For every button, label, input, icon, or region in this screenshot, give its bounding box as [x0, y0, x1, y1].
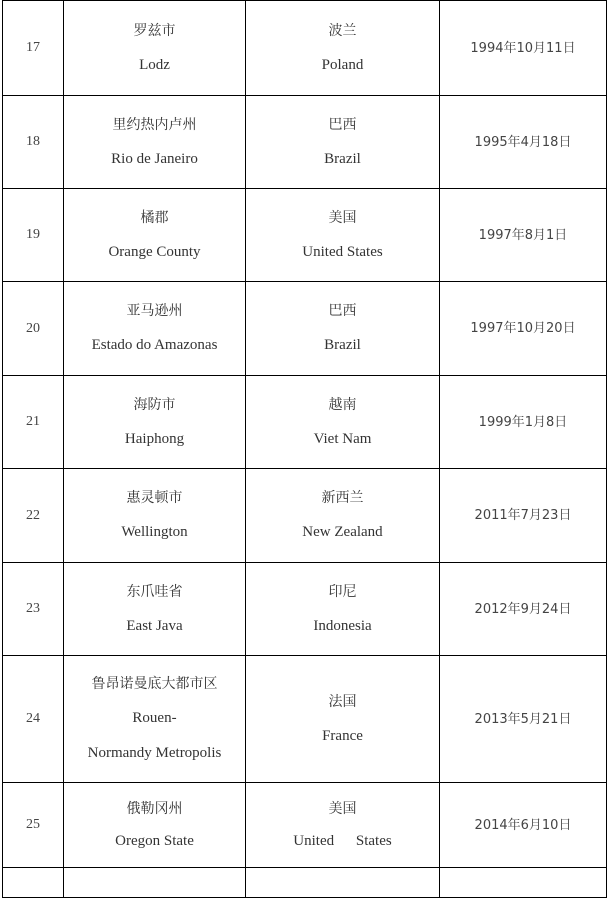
- city-name-chinese: 俄勒冈州: [126, 800, 183, 817]
- table-row: [3, 282, 607, 376]
- city-name-chinese: 鲁昂诺曼底大都市区: [91, 676, 218, 692]
- city-name-english: Lodz: [139, 56, 170, 73]
- city-name-english-line-2: Normandy Metropolis: [87, 745, 222, 761]
- empty-cell: [440, 868, 607, 898]
- row-number: 23: [3, 563, 64, 656]
- country-name-english: France: [322, 727, 363, 744]
- city-cell: [64, 783, 246, 868]
- city-name-english: Haiphong: [124, 430, 185, 447]
- country-name-english: Brazil: [324, 150, 361, 167]
- row-number: 19: [3, 189, 64, 282]
- empty-cell: [64, 868, 246, 898]
- row-number: 24: [3, 656, 64, 783]
- city-name-chinese: 惠灵顿市: [126, 490, 183, 506]
- country-name-chinese: 印尼: [328, 583, 357, 600]
- city-name-english: Orange County: [108, 243, 201, 260]
- city-name-chinese: 罗兹市: [133, 22, 176, 39]
- row-number: 25: [3, 783, 64, 868]
- country-cell: [246, 469, 440, 563]
- row-number: 21: [3, 376, 64, 469]
- table-row: [3, 189, 607, 282]
- city-cell: [64, 376, 246, 469]
- country-name-chinese: 巴西: [328, 116, 357, 133]
- city-name-english: Wellington: [121, 524, 188, 540]
- city-cell: [64, 656, 246, 783]
- country-cell: [246, 783, 440, 868]
- establishment-date: 1997年10月20日: [440, 282, 607, 376]
- row-number: 20: [3, 282, 64, 376]
- row-number: 22: [3, 469, 64, 563]
- country-name-chinese: 法国: [328, 693, 357, 710]
- city-cell: [64, 282, 246, 376]
- establishment-date: 1997年8月1日: [440, 189, 607, 282]
- establishment-date: 1994年10月11日: [440, 1, 607, 96]
- country-name-chinese: 越南: [328, 396, 357, 413]
- table-row: [3, 96, 607, 189]
- country-name-chinese: 巴西: [328, 303, 357, 319]
- table-row: [3, 563, 607, 656]
- country-name-chinese: 美国: [328, 800, 357, 817]
- city-name-english: East Java: [126, 617, 183, 634]
- city-cell: [64, 96, 246, 189]
- table-row: [3, 656, 607, 783]
- country-cell: [246, 282, 440, 376]
- establishment-date: 1999年1月8日: [440, 376, 607, 469]
- sister-cities-table: [2, 0, 607, 898]
- country-name-english: New Zealand: [302, 524, 383, 540]
- country-cell: [246, 656, 440, 783]
- country-name-chinese: 新西兰: [321, 490, 364, 506]
- city-cell: [64, 1, 246, 96]
- row-number: 18: [3, 96, 64, 189]
- empty-cell: [3, 868, 64, 898]
- country-cell: [246, 1, 440, 96]
- country-cell: [246, 189, 440, 282]
- city-name-chinese: 橘郡: [140, 209, 169, 226]
- city-name-english: Oregon State: [115, 832, 194, 849]
- empty-cell: [246, 868, 440, 898]
- city-name-chinese: 海防市: [133, 396, 176, 413]
- country-name-english: Viet Nam: [313, 430, 372, 447]
- city-name-chinese: 东爪哇省: [126, 583, 183, 600]
- country-name-english: United States: [293, 832, 392, 849]
- table-row: [3, 783, 607, 868]
- table-row: [3, 376, 607, 469]
- establishment-date: 2013年5月21日: [440, 656, 607, 783]
- country-name-english: Indonesia: [313, 617, 372, 634]
- country-name-chinese: 美国: [328, 209, 357, 226]
- establishment-date: 2012年9月24日: [440, 563, 607, 656]
- table-row-partial: [3, 868, 607, 898]
- city-name-english: Estado do Amazonas: [91, 337, 218, 353]
- city-cell: [64, 469, 246, 563]
- establishment-date: 1995年4月18日: [440, 96, 607, 189]
- city-name-english: Rio de Janeiro: [111, 150, 198, 167]
- country-name-english: Poland: [321, 56, 364, 73]
- city-cell: [64, 189, 246, 282]
- country-name-chinese: 波兰: [328, 22, 357, 39]
- country-cell: [246, 96, 440, 189]
- city-name-english-line-1: Rouen-: [132, 710, 177, 726]
- city-name-chinese: 亚马逊州: [126, 303, 183, 319]
- table-row: [3, 1, 607, 96]
- country-cell: [246, 563, 440, 656]
- country-name-english: Brazil: [324, 337, 361, 353]
- city-cell: [64, 563, 246, 656]
- establishment-date: 2011年7月23日: [440, 469, 607, 563]
- country-cell: [246, 376, 440, 469]
- city-name-chinese: 里约热内卢州: [112, 116, 197, 133]
- country-name-english: United States: [302, 243, 383, 260]
- row-number: 17: [3, 1, 64, 96]
- table-row: [3, 469, 607, 563]
- establishment-date: 2014年6月10日: [440, 783, 607, 868]
